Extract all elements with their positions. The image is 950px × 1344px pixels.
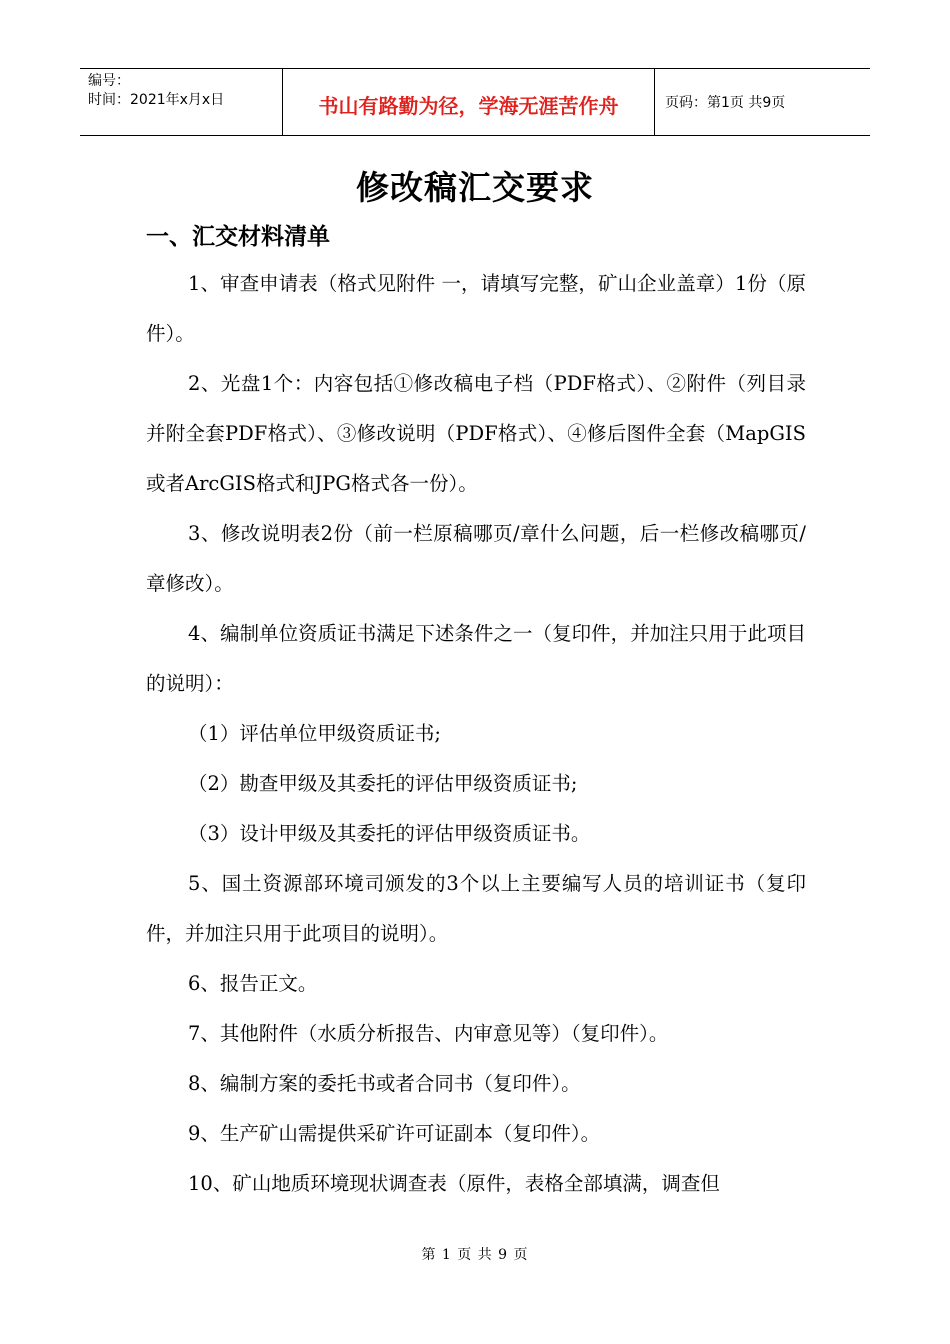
page-footer: 第 1 页 共 9 页 bbox=[421, 1247, 529, 1263]
number-label: 编号： bbox=[88, 73, 130, 89]
section-heading: 一、汇交材料清单 bbox=[146, 224, 330, 250]
header-motto: 书山有路勤为径，学海无涯苦作舟 bbox=[282, 69, 655, 135]
header-page-info: 页码：第1页 共9页 bbox=[665, 95, 786, 111]
paragraph-1: 1、审查申请表（格式见附件 一，请填写完整，矿山企业盖章）1份（原件）。 bbox=[146, 272, 806, 345]
paragraph-4-2: （2）勘查甲级及其委托的评估甲级资质证书; bbox=[188, 772, 578, 795]
document-body bbox=[146, 259, 806, 1209]
paragraph-3: 3、修改说明表2份（前一栏原稿哪页/章什么问题，后一栏修改稿哪页/章修改）。 bbox=[146, 522, 806, 595]
paragraph-10: 10、矿山地质环境现状调查表（原件，表格全部填满，调查但 bbox=[188, 1172, 720, 1195]
document-title: 修改稿汇交要求 bbox=[356, 168, 594, 207]
paragraph-5: 5、国土资源部环境司颁发的3个以上主要编写人员的培训证书（复印件，并加注只用于此项目的说明）。 bbox=[146, 872, 806, 945]
time-label: 时间：2021年x月x日 bbox=[88, 92, 225, 108]
paragraph-4-3: （3）设计甲级及其委托的评估甲级资质证书。 bbox=[188, 822, 591, 845]
paragraph-4-1: （1）评估单位甲级资质证书; bbox=[188, 722, 441, 745]
paragraph-2: 2、光盘1个：内容包括①修改稿电子档（PDF格式）、②附件（列目录并附全套PDF格式）、③修改说明（PDF格式）、④修后图件全套（MapGIS或者ArcGIS格式和JPG格式各一份）。 bbox=[146, 372, 806, 495]
paragraph-6: 6、报告正文。 bbox=[188, 972, 318, 995]
page-header bbox=[80, 68, 870, 136]
paragraph-9: 9、生产矿山需提供采矿许可证副本（复印件）。 bbox=[188, 1122, 601, 1145]
paragraph-7: 7、其他附件（水质分析报告、内审意见等）（复印件）。 bbox=[188, 1022, 669, 1045]
paragraph-8: 8、编制方案的委托书或者合同书（复印件）。 bbox=[188, 1072, 581, 1095]
paragraph-4: 4、编制单位资质证书满足下述条件之一（复印件，并加注只用于此项目的说明）： bbox=[146, 622, 806, 695]
header-meta bbox=[80, 69, 282, 135]
